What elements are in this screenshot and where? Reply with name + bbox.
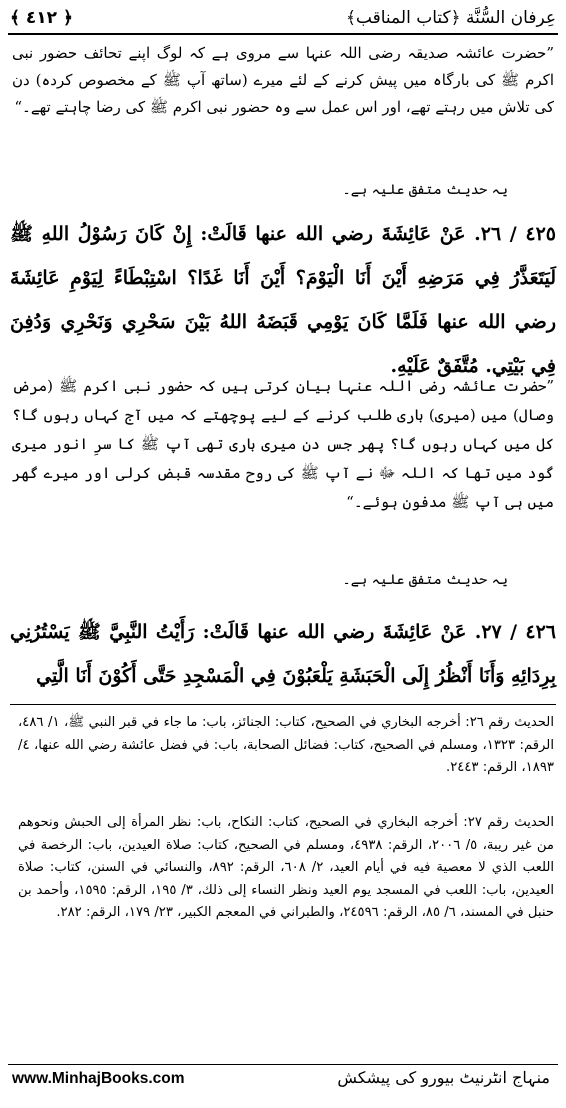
footer-presenter: منہاج انٹرنیٹ بیورو کی پیشکش xyxy=(337,1068,550,1087)
urdu-translation-2: ”حضرت عائشہ رضی اللہ عنہا بیان کرتی ہیں کہ حضور نبی اکرم ﷺ (مرض وصال) میں (میری) باری طلب کرنے کے لیے پوچھتے کہ میں آج کہاں رہوں گا؟ کل میں کہاں رہوں گا؟ پھر جس دن میری باری تھی آپ ﷺ کا سرِ انور میری گود میں تھا کہ اللہ ﷻ نے آپ ﷺ کی روح مقدسہ قبض کرلی اور میرے گھر میں ہی آپ ﷺ مدفون ہوئے۔“ xyxy=(12,377,554,511)
citation-note-1: یہ حدیث متفق علیہ ہے۔ xyxy=(342,182,508,198)
header-divider xyxy=(8,33,558,35)
urdu-translation-1: ”حضرت عائشہ صدیقہ رضی اللہ عنہا سے مروی ہے کہ لوگ اپنے تحائف حضور نبی اکرم ﷺ کی بارگاہ میں پیش کرنے کے لئے میرے (ساتھ آپ ﷺ کے مخصوص کردہ) دن کی تلاش میں رہتے تھے، اور اس عمل سے وہ حضور نبی اکرم ﷺ کی رضا چاہتے تھے۔“ xyxy=(12,44,554,116)
footer-url: www.MinhajBooks.com xyxy=(12,1070,185,1087)
page-number: ﴿ ٤١٢ ﴾ xyxy=(10,8,73,28)
footnote-27: الحديث رقم ٢٧: أخرجه البخاري في الصحيح، كتاب: النكاح، باب: نظر المرأة إلى الحبش ونحوهم من غير ريبة، ٥/ ٢٠٠٦، الرقم: ٤٩٣٨، ومسلم في الصحيح، كتاب: صلاة العيدين، باب: الرخصة في اللعب الذي لا معصية فيه في أيام العيد، ٢/ ٦٠٨، الرقم: ٨٩٢، والنسائي في السنن، كتاب: صلاة العيدين، باب: اللعب في المسجد يوم العيد ونظر النساء إلى ذلك، ٣/ ١٩٥، الرقم: ١٥٩٥، وأحمد بن حنبل في المسند، ٦/ ٨٥، الرقم: ٢٤٥٩٦، والطبراني في المعجم الكبير، ٢٣/ ١٧٩، الرقم: ٢٨٢. xyxy=(18,815,555,920)
footer-divider xyxy=(8,1064,558,1065)
running-title: عِرفان السُّنَّة ﴿كتاب المناقب﴾ xyxy=(345,8,556,28)
page-header xyxy=(10,4,556,34)
footnote-divider xyxy=(10,704,556,705)
citation-note-2: یہ حدیث متفق علیہ ہے۔ xyxy=(342,572,508,588)
arabic-hadith-426: ٤٢٦ / ٢٧. عَنْ عَائِشَةَ رضي الله عنها قَالَتْ: رَأَيْتُ النَّبِيَّ ﷺ يَسْتُرُنِي بِرِدَائِهِ وَأَنَا أَنْظُرُ إِلَى الْحَبَشَةِ يَلْعَبُوْنَ فِي الْمَسْجِدِ حَتَّى أَكُوْنَ أَنَا الَّتِي xyxy=(10,621,556,687)
footnote-26: الحديث رقم ٢٦: أخرجه البخاري في الصحيح، كتاب: الجنائز، باب: ما جاء في قبر النبي ﷺ، ١/ ٤٨٦، الرقم: ١٣٢٣، ومسلم في الصحيح، كتاب: فضائل الصحابة، باب: في فضل عائشة رضي الله عنها، ٤/ ١٨٩٣، الرقم: ٢٤٤٣. xyxy=(18,715,554,775)
arabic-hadith-425: ٤٢٥ / ٢٦. عَنْ عَائِشَةَ رضي الله عنها قَالَتْ: إِنْ كَانَ رَسُوْلُ اللهِ ﷺ لَيَتَعَذَّرُ فِي مَرَضِهِ أَيْنَ أَنَا الْيَوْمَ؟ أَيْنَ أَنَا غَدًا؟ اسْتِبْطَاءً لِيَوْمِ عَائِشَةَ رضي الله عنها فَلَمَّا كَانَ يَوْمِي قَبَضَهُ اللهُ بَيْنَ سَحْرِي وَنَحْرِي وَدُفِنَ فِي بَيْتِي. مُتَّفَقٌ عَلَيْهِ. xyxy=(10,223,556,377)
